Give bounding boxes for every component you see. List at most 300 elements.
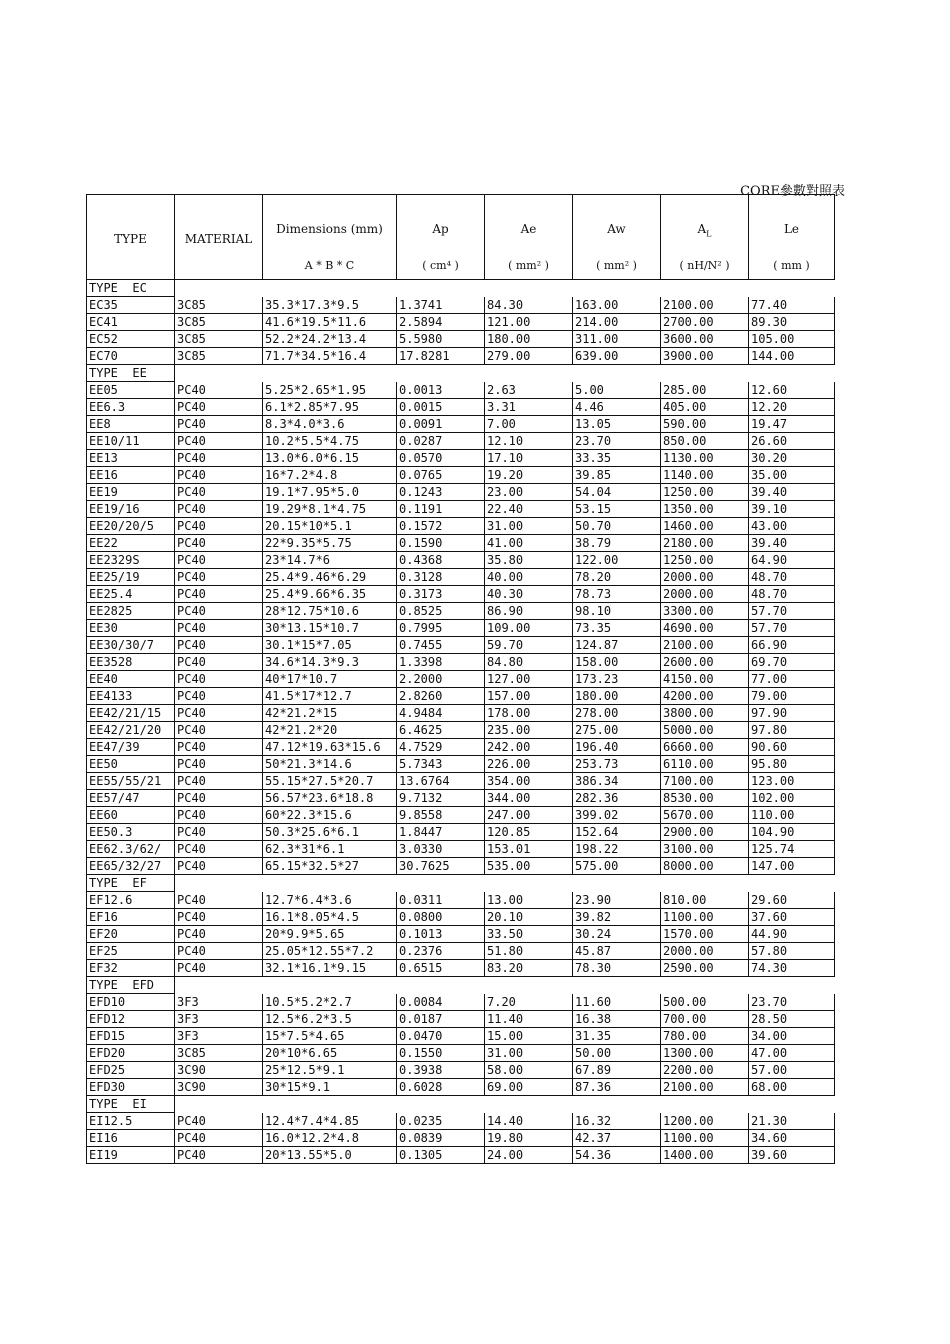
table-row [87,1130,835,1147]
cell-al: 6660.00 [661,739,749,756]
group-label: TYPE EE [87,365,175,382]
cell-material: PC40 [175,892,263,909]
cell-le: 34.00 [749,1028,835,1045]
cell-material: PC40 [175,654,263,671]
cell-type: EE50.3 [87,824,175,841]
table-row [87,807,835,824]
cell-le: 77.40 [749,297,835,314]
cell-material: 3F3 [175,1028,263,1045]
cell-aw: 180.00 [573,688,661,705]
cell-aw: 31.35 [573,1028,661,1045]
cell-dimensions: 10.5*5.2*2.7 [263,994,397,1011]
cell-al: 3800.00 [661,705,749,722]
cell-le: 97.80 [749,722,835,739]
cell-le: 48.70 [749,586,835,603]
cell-dimensions: 15*7.5*4.65 [263,1028,397,1045]
cell-ae: 235.00 [485,722,573,739]
cell-ae: 127.00 [485,671,573,688]
cell-material: 3F3 [175,1011,263,1028]
cell-al: 2600.00 [661,654,749,671]
cell-aw: 173.23 [573,671,661,688]
cell-dimensions: 20*13.55*5.0 [263,1147,397,1164]
cell-material: PC40 [175,484,263,501]
cell-dimensions: 20.15*10*5.1 [263,518,397,535]
cell-dimensions: 65.15*32.5*27 [263,858,397,875]
cell-le: 28.50 [749,1011,835,1028]
cell-aw: 158.00 [573,654,661,671]
cell-al: 8530.00 [661,790,749,807]
cell-type: EF16 [87,909,175,926]
cell-ae: 69.00 [485,1079,573,1096]
table-row [87,1079,835,1096]
cell-dimensions: 62.3*31*6.1 [263,841,397,858]
cell-ae: 535.00 [485,858,573,875]
cell-ae: 86.90 [485,603,573,620]
table-row [87,1062,835,1079]
cell-al: 3300.00 [661,603,749,620]
header-type [87,195,175,280]
group-label: TYPE EFD [87,977,175,994]
cell-type: EE05 [87,382,175,399]
cell-ap: 0.1590 [397,535,485,552]
cell-ae: 40.30 [485,586,573,603]
cell-aw: 152.64 [573,824,661,841]
cell-al: 1100.00 [661,909,749,926]
cell-aw: 386.34 [573,773,661,790]
cell-le: 30.20 [749,450,835,467]
cell-type: EFD12 [87,1011,175,1028]
table-row [87,960,835,977]
header-al-main: A [697,222,707,236]
cell-type: EE10/11 [87,433,175,450]
cell-aw: 196.40 [573,739,661,756]
cell-type: EE25/19 [87,569,175,586]
cell-type: EF20 [87,926,175,943]
cell-dimensions: 28*12.75*10.6 [263,603,397,620]
cell-le: 68.00 [749,1079,835,1096]
cell-ae: 40.00 [485,569,573,586]
cell-ap: 0.0311 [397,892,485,909]
cell-al: 1400.00 [661,1147,749,1164]
cell-dimensions: 30*15*9.1 [263,1079,397,1096]
table-row [87,399,835,416]
cell-type: EI19 [87,1147,175,1164]
cell-le: 19.47 [749,416,835,433]
table-row [87,654,835,671]
cell-ae: 19.80 [485,1130,573,1147]
cell-material: PC40 [175,399,263,416]
cell-le: 57.00 [749,1062,835,1079]
cell-dimensions: 41.6*19.5*11.6 [263,314,397,331]
cell-ae: 3.31 [485,399,573,416]
cell-le: 123.00 [749,773,835,790]
group-spacer [175,280,835,297]
cell-material: PC40 [175,586,263,603]
cell-le: 77.00 [749,671,835,688]
cell-type: EE42/21/20 [87,722,175,739]
header-ae-label: Ae [520,222,537,236]
cell-aw: 73.35 [573,620,661,637]
cell-al: 8000.00 [661,858,749,875]
cell-ap: 0.7995 [397,620,485,637]
cell-ap: 3.0330 [397,841,485,858]
table-row [87,756,835,773]
cell-al: 2100.00 [661,637,749,654]
cell-ae: 153.01 [485,841,573,858]
cell-aw: 278.00 [573,705,661,722]
cell-ap: 0.0765 [397,467,485,484]
cell-le: 35.00 [749,467,835,484]
cell-aw: 78.30 [573,960,661,977]
cell-ap: 0.6515 [397,960,485,977]
header-le [749,195,835,280]
cell-aw: 4.46 [573,399,661,416]
cell-material: PC40 [175,620,263,637]
group-header-row [87,365,835,382]
cell-ae: 247.00 [485,807,573,824]
cell-type: EE40 [87,671,175,688]
cell-le: 44.90 [749,926,835,943]
cell-ae: 84.80 [485,654,573,671]
cell-ap: 0.1305 [397,1147,485,1164]
cell-type: EI12.5 [87,1113,175,1130]
header-aw-label: Aw [607,222,626,236]
cell-al: 7100.00 [661,773,749,790]
cell-al: 1140.00 [661,467,749,484]
cell-type: EE6.3 [87,399,175,416]
cell-dimensions: 12.7*6.4*3.6 [263,892,397,909]
cell-ap: 0.0015 [397,399,485,416]
cell-material: PC40 [175,569,263,586]
table-row [87,926,835,943]
table-row [87,416,835,433]
cell-ap: 0.0800 [397,909,485,926]
cell-dimensions: 56.57*23.6*18.8 [263,790,397,807]
header-ap-label: Ap [432,222,449,236]
cell-aw: 13.05 [573,416,661,433]
cell-aw: 214.00 [573,314,661,331]
cell-material: PC40 [175,824,263,841]
cell-ae: 20.10 [485,909,573,926]
group-spacer [175,977,835,994]
cell-ap: 6.4625 [397,722,485,739]
cell-ap: 0.2376 [397,943,485,960]
cell-ap: 0.0187 [397,1011,485,1028]
cell-le: 12.60 [749,382,835,399]
table-row [87,314,835,331]
cell-ap: 0.1191 [397,501,485,518]
cell-le: 48.70 [749,569,835,586]
cell-ae: 242.00 [485,739,573,756]
cell-dimensions: 50*21.3*14.6 [263,756,397,773]
cell-type: EF32 [87,960,175,977]
cell-ap: 0.6028 [397,1079,485,1096]
header-ap [397,195,485,280]
cell-material: PC40 [175,1147,263,1164]
cell-ap: 0.3173 [397,586,485,603]
cell-ae: 59.70 [485,637,573,654]
cell-ae: 344.00 [485,790,573,807]
cell-dimensions: 22*9.35*5.75 [263,535,397,552]
table-row [87,348,835,365]
cell-ap: 4.7529 [397,739,485,756]
table-row [87,892,835,909]
cell-type: EE50 [87,756,175,773]
cell-type: EFD25 [87,1062,175,1079]
cell-type: EE57/47 [87,790,175,807]
cell-aw: 5.00 [573,382,661,399]
cell-ap: 0.0839 [397,1130,485,1147]
cell-ap: 5.7343 [397,756,485,773]
table-row [87,331,835,348]
cell-dimensions: 52.2*24.2*13.4 [263,331,397,348]
cell-al: 1460.00 [661,518,749,535]
cell-ap: 0.0287 [397,433,485,450]
cell-type: EE3528 [87,654,175,671]
cell-dimensions: 25.4*9.66*6.35 [263,586,397,603]
page-title: CORE參數對照表 [740,184,845,199]
cell-aw: 124.87 [573,637,661,654]
cell-type: EE60 [87,807,175,824]
cell-aw: 639.00 [573,348,661,365]
cell-type: EE25.4 [87,586,175,603]
header-al-unit: ( nH/N² ) [679,259,730,272]
cell-ae: 11.40 [485,1011,573,1028]
cell-ap: 0.1243 [397,484,485,501]
cell-ae: 15.00 [485,1028,573,1045]
cell-aw: 11.60 [573,994,661,1011]
cell-le: 39.40 [749,535,835,552]
cell-aw: 78.73 [573,586,661,603]
cell-material: PC40 [175,450,263,467]
cell-material: PC40 [175,909,263,926]
cell-aw: 16.32 [573,1113,661,1130]
cell-type: EE2329S [87,552,175,569]
group-spacer [175,875,835,892]
table-row [87,450,835,467]
cell-le: 95.80 [749,756,835,773]
cell-al: 700.00 [661,1011,749,1028]
header-aw [573,195,661,280]
cell-ae: 180.00 [485,331,573,348]
cell-dimensions: 19.1*7.95*5.0 [263,484,397,501]
cell-type: EE65/32/27 [87,858,175,875]
cell-al: 1250.00 [661,552,749,569]
cell-ap: 13.6764 [397,773,485,790]
cell-dimensions: 47.12*19.63*15.6 [263,739,397,756]
table-row [87,1113,835,1130]
cell-le: 90.60 [749,739,835,756]
header-dimensions-sub: A * B * C [304,259,355,272]
cell-le: 23.70 [749,994,835,1011]
cell-ap: 1.3741 [397,297,485,314]
cell-dimensions: 20*10*6.65 [263,1045,397,1062]
cell-ap: 0.0470 [397,1028,485,1045]
table-row [87,841,835,858]
cell-ap: 0.1550 [397,1045,485,1062]
cell-ae: 109.00 [485,620,573,637]
cell-ap: 1.3398 [397,654,485,671]
table-row [87,671,835,688]
table-row [87,688,835,705]
cell-dimensions: 71.7*34.5*16.4 [263,348,397,365]
cell-aw: 23.70 [573,433,661,450]
cell-type: EE42/21/15 [87,705,175,722]
cell-material: PC40 [175,756,263,773]
cell-le: 12.20 [749,399,835,416]
cell-ap: 0.1013 [397,926,485,943]
cell-material: PC40 [175,943,263,960]
cell-le: 147.00 [749,858,835,875]
cell-ap: 0.3938 [397,1062,485,1079]
cell-type: EC35 [87,297,175,314]
cell-le: 64.90 [749,552,835,569]
cell-al: 3900.00 [661,348,749,365]
cell-type: EF12.6 [87,892,175,909]
cell-material: PC40 [175,790,263,807]
cell-ap: 0.0084 [397,994,485,1011]
cell-dimensions: 5.25*2.65*1.95 [263,382,397,399]
cell-material: PC40 [175,926,263,943]
cell-type: EE55/55/21 [87,773,175,790]
cell-dimensions: 42*21.2*20 [263,722,397,739]
cell-le: 110.00 [749,807,835,824]
cell-le: 57.70 [749,620,835,637]
group-header-row [87,875,835,892]
table-row [87,433,835,450]
cell-ap: 0.0091 [397,416,485,433]
cell-al: 3100.00 [661,841,749,858]
cell-material: PC40 [175,722,263,739]
cell-le: 104.90 [749,824,835,841]
cell-le: 66.90 [749,637,835,654]
cell-ae: 33.50 [485,926,573,943]
cell-ae: 7.00 [485,416,573,433]
cell-material: 3C85 [175,297,263,314]
header-aw-unit: ( mm² ) [596,259,637,272]
cell-dimensions: 12.5*6.2*3.5 [263,1011,397,1028]
cell-material: 3F3 [175,994,263,1011]
cell-dimensions: 30*13.15*10.7 [263,620,397,637]
cell-ap: 0.0235 [397,1113,485,1130]
cell-al: 4690.00 [661,620,749,637]
cell-material: PC40 [175,739,263,756]
cell-aw: 87.36 [573,1079,661,1096]
cell-aw: 23.90 [573,892,661,909]
cell-material: 3C90 [175,1079,263,1096]
cell-material: PC40 [175,382,263,399]
cell-le: 144.00 [749,348,835,365]
cell-material: PC40 [175,688,263,705]
header-type-label: TYPE [114,232,147,246]
table-row [87,739,835,756]
cell-type: EE62.3/62/ [87,841,175,858]
cell-ap: 0.8525 [397,603,485,620]
cell-al: 1100.00 [661,1130,749,1147]
cell-al: 1200.00 [661,1113,749,1130]
header-row [87,195,835,280]
cell-le: 97.90 [749,705,835,722]
cell-type: EFD15 [87,1028,175,1045]
cell-al: 285.00 [661,382,749,399]
cell-le: 89.30 [749,314,835,331]
cell-material: PC40 [175,433,263,450]
cell-le: 34.60 [749,1130,835,1147]
cell-ap: 0.0013 [397,382,485,399]
table-row [87,1045,835,1062]
cell-al: 4150.00 [661,671,749,688]
cell-al: 1300.00 [661,1045,749,1062]
cell-dimensions: 10.2*5.5*4.75 [263,433,397,450]
cell-ae: 2.63 [485,382,573,399]
cell-ap: 0.4368 [397,552,485,569]
cell-ap: 30.7625 [397,858,485,875]
cell-le: 74.30 [749,960,835,977]
cell-material: PC40 [175,960,263,977]
table-row [87,569,835,586]
cell-aw: 282.36 [573,790,661,807]
cell-dimensions: 19.29*8.1*4.75 [263,501,397,518]
table-row [87,637,835,654]
cell-material: 3C90 [175,1062,263,1079]
cell-ae: 58.00 [485,1062,573,1079]
table-row [87,586,835,603]
cell-al: 590.00 [661,416,749,433]
table-row [87,297,835,314]
cell-type: EE30/30/7 [87,637,175,654]
table-row [87,773,835,790]
cell-ap: 9.7132 [397,790,485,807]
cell-le: 105.00 [749,331,835,348]
cell-ae: 31.00 [485,518,573,535]
group-label: TYPE EF [87,875,175,892]
cell-type: EE47/39 [87,739,175,756]
cell-type: EE2825 [87,603,175,620]
cell-type: EE13 [87,450,175,467]
cell-material: PC40 [175,1113,263,1130]
cell-aw: 30.24 [573,926,661,943]
cell-dimensions: 16.0*12.2*4.8 [263,1130,397,1147]
cell-le: 69.70 [749,654,835,671]
cell-le: 79.00 [749,688,835,705]
cell-material: PC40 [175,807,263,824]
cell-type: EE22 [87,535,175,552]
cell-aw: 67.89 [573,1062,661,1079]
header-material-label: MATERIAL [184,232,253,246]
cell-ae: 22.40 [485,501,573,518]
cell-ae: 13.00 [485,892,573,909]
group-header-row [87,977,835,994]
cell-al: 1350.00 [661,501,749,518]
cell-dimensions: 40*17*10.7 [263,671,397,688]
header-al [661,195,749,280]
cell-material: PC40 [175,705,263,722]
cell-al: 810.00 [661,892,749,909]
cell-dimensions: 34.6*14.3*9.3 [263,654,397,671]
cell-type: EE4133 [87,688,175,705]
cell-dimensions: 8.3*4.0*3.6 [263,416,397,433]
cell-dimensions: 41.5*17*12.7 [263,688,397,705]
cell-ae: 23.00 [485,484,573,501]
table-row [87,722,835,739]
cell-ap: 17.8281 [397,348,485,365]
cell-ap: 2.8260 [397,688,485,705]
cell-aw: 78.20 [573,569,661,586]
cell-type: EC70 [87,348,175,365]
cell-dimensions: 16.1*8.05*4.5 [263,909,397,926]
cell-material: PC40 [175,671,263,688]
cell-aw: 38.79 [573,535,661,552]
